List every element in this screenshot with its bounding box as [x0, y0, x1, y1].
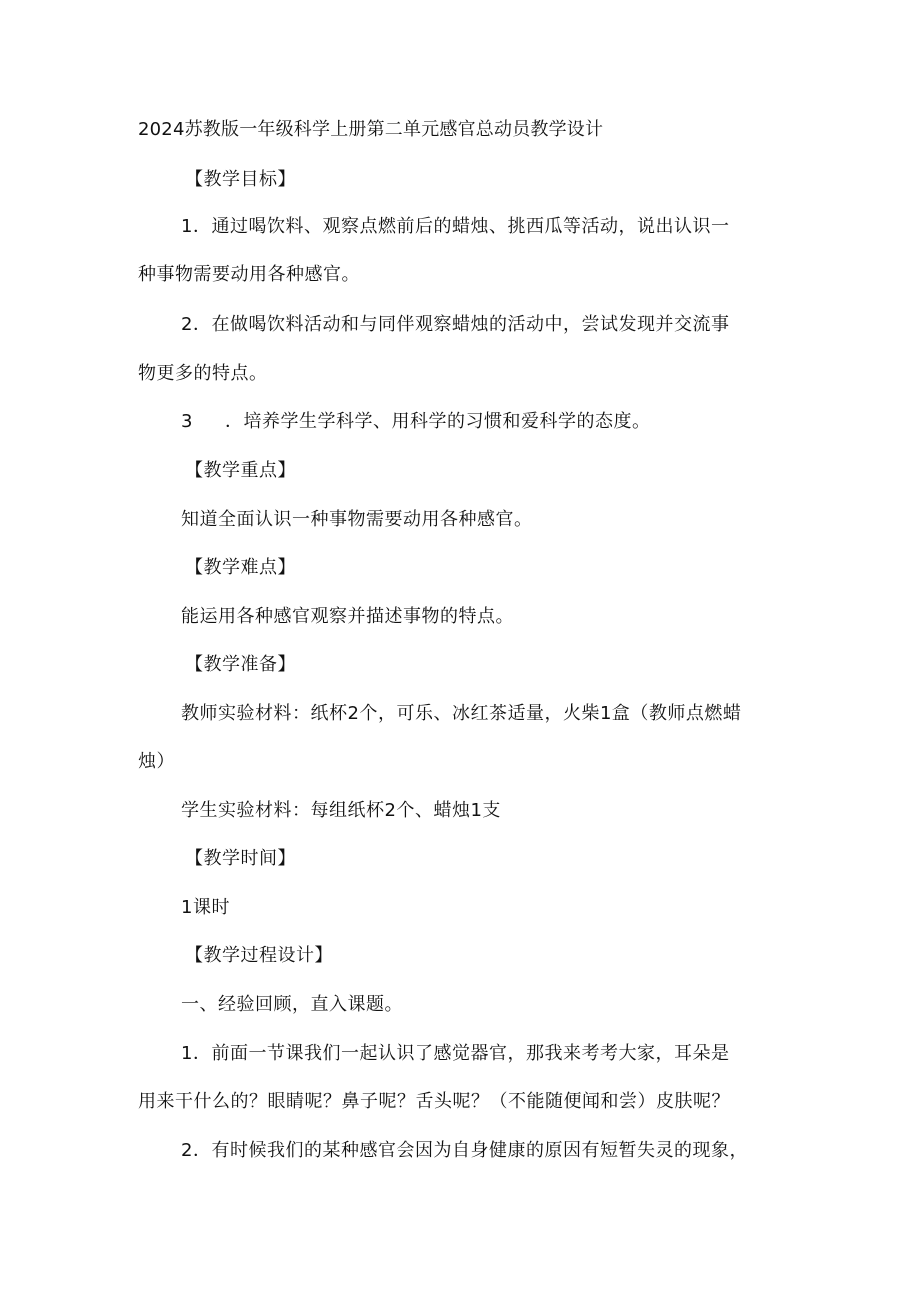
- time-text: 1课时: [181, 897, 230, 918]
- document-title: 2024苏教版一年级科学上册第二单元感官总动员教学设计: [138, 119, 604, 140]
- process-heading: 【教学过程设计】: [185, 945, 333, 966]
- process-part-1-title: 一、经验回顾，直入课题。: [181, 994, 403, 1015]
- difficulties-heading: 【教学难点】: [185, 557, 296, 578]
- objective-2-line-2: 物更多的特点。: [138, 363, 268, 384]
- key-points-text: 知道全面认识一种事物需要动用各种感官。: [181, 509, 533, 530]
- process-step-2-line-1: 2．有时候我们的某种感官会因为自身健康的原因有短暂失灵的现象，: [181, 1140, 748, 1161]
- key-points-heading: 【教学重点】: [185, 460, 296, 481]
- process-step-1-line-2: 用来干什么的？眼睛呢？鼻子呢？舌头呢？（不能随便闻和尝）皮肤呢？: [138, 1091, 730, 1112]
- difficulties-text: 能运用各种感官观察并描述事物的特点。: [181, 606, 514, 627]
- preparation-heading: 【教学准备】: [185, 654, 296, 675]
- teacher-materials-line-2: 烛）: [138, 751, 175, 772]
- teacher-materials-line-1: 教师实验材料：纸杯2个，可乐、冰红茶适量，火柴1盒（教师点燃蜡: [181, 703, 742, 724]
- objective-1-line-1: 1．通过喝饮料、观察点燃前后的蜡烛、挑西瓜等活动，说出认识一: [181, 216, 730, 237]
- process-step-1-line-1: 1．前面一节课我们一起认识了感觉器官，那我来考考大家，耳朵是: [181, 1043, 730, 1064]
- objectives-heading: 【教学目标】: [185, 169, 296, 190]
- objective-3-number: 3: [181, 411, 193, 432]
- objective-1-line-2: 种事物需要动用各种感官。: [138, 264, 360, 285]
- time-heading: 【教学时间】: [185, 848, 296, 869]
- student-materials: 学生实验材料：每组纸杯2个、蜡烛1支: [181, 800, 501, 821]
- objective-3-text: ．培养学生学科学、用科学的习惯和爱科学的态度。: [225, 411, 651, 432]
- objective-2-line-1: 2．在做喝饮料活动和与同伴观察蜡烛的活动中，尝试发现并交流事: [181, 314, 730, 335]
